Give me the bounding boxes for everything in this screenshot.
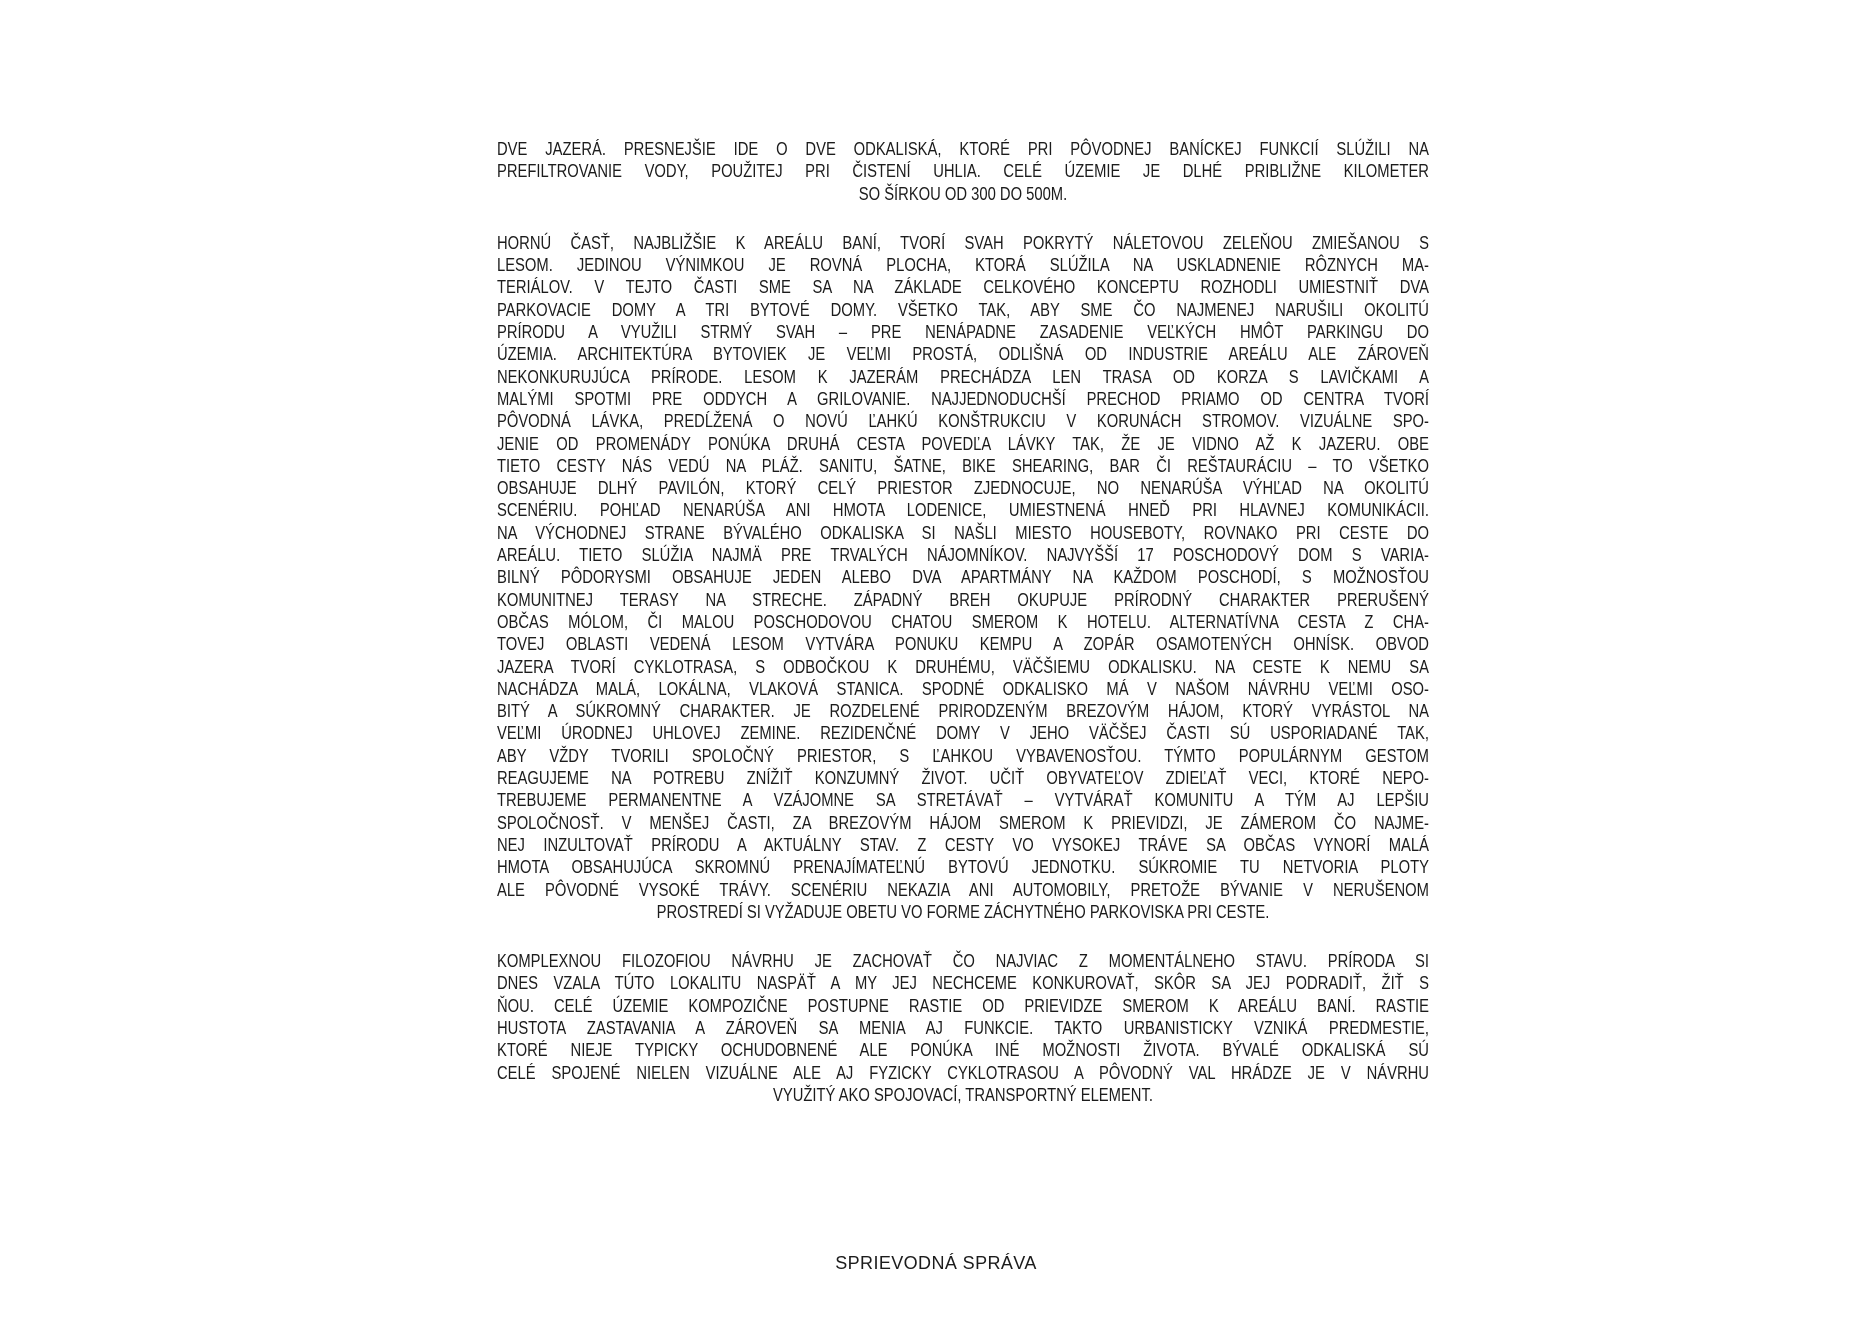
text-line: PRÍRODU A VYUŽILI STRMÝ SVAH – PRE NENÁPADNE ZASADENIE VEĽKÝCH HMÔT PARKINGU DO [497,322,1429,343]
report-body [497,138,1429,1106]
text-line: KOMPLEXNOU FILOZOFIOU NÁVRHU JE ZACHOVAŤ ČO NAJVIAC Z MOMENTÁLNEHO STAVU. PRÍRODA SI [497,951,1429,972]
text-line: ALE PÔVODNÉ VYSOKÉ TRÁVY. SCENÉRIU NEKAZIA ANI AUTOMOBILY, PRETOŽE BÝVANIE V NERUŠENOM [497,879,1429,900]
text-line: KOMUNITNEJ TERASY NA STRECHE. ZÁPADNÝ BREH OKUPUJE PRÍRODNÝ CHARAKTER PRERUŠENÝ [497,589,1429,610]
paragraph [497,138,1429,205]
text-line: REAGUJEME NA POTREBU ZNÍŽIŤ KONZUMNÝ ŽIVOT. UČIŤ OBYVATEĽOV ZDIEĽAŤ VECI, KTORÉ NEPO- [497,768,1429,789]
text-line: PÔVODNÁ LÁVKA, PREDĹŽENÁ O NOVÚ ĽAHKÚ KONŠTRUKCIU V KORUNÁCH STROMOV. VIZUÁLNE SPO- [497,411,1429,432]
text-line: SPOLOČNOSŤ. V MENŠEJ ČASTI, ZA BREZOVÝM HÁJOM SMEROM K PRIEVIDZI, JE ZÁMEROM ČO NAJME- [497,812,1429,833]
text-line: TIETO CESTY NÁS VEDÚ NA PLÁŽ. SANITU, ŠATNE, BIKE SHEARING, BAR ČI REŠTAURÁCIU – TO VŠETKO [497,455,1429,476]
text-line: TERIÁLOV. V TEJTO ČASTI SME SA NA ZÁKLADE CELKOVÉHO KONCEPTU ROZHODLI UMIESTNIŤ DVA [497,277,1429,298]
text-line: ŇOU. CELÉ ÚZEMIE KOMPOZIČNE POSTUPNE RASTIE OD PRIEVIDZE SMEROM K AREÁLU BANÍ. RASTIE [497,995,1429,1016]
text-line: AREÁLU. TIETO SLÚŽIA NAJMÄ PRE TRVALÝCH NÁJOMNÍKOV. NAJVYŠŠÍ 17 POSCHODOVÝ DOM S VARIA- [497,545,1429,566]
text-line: VEĽMI ÚRODNEJ UHLOVEJ ZEMINE. REZIDENČNÉ DOMY V JEHO VÄČŠEJ ČASTI SÚ USPORIADANÉ TAK, [497,723,1429,744]
text-line: OBČAS MÓLOM, ČI MALOU POSCHODOVOU CHATOU SMEROM K HOTELU. ALTERNATÍVNA CESTA Z CHA- [497,611,1429,632]
text-line: ÚZEMIA. ARCHITEKTÚRA BYTOVIEK JE VEĽMI PROSTÁ, ODLIŠNÁ OD INDUSTRIE AREÁLU ALE ZÁROVEŇ [497,344,1429,365]
text-line: ABY VŽDY TVORILI SPOLOČNÝ PRIESTOR, S ĽAHKOU VYBAVENOSŤOU. TÝMTO POPULÁRNYM GESTOM [497,745,1429,766]
text-line: NA VÝCHODNEJ STRANE BÝVALÉHO ODKALISKA SI NAŠLI MIESTO HOUSEBOTY, ROVNAKO PRI CESTE DO [497,522,1429,543]
page-footer [0,1252,1872,1274]
text-line: BITÝ A SÚKROMNÝ CHARAKTER. JE ROZDELENÉ PRIRODZENÝM BREZOVÝM HÁJOM, KTORÝ VYRÁSTOL NA [497,701,1429,722]
text-line: DVE JAZERÁ. PRESNEJŠIE IDE O DVE ODKALISKÁ, KTORÉ PRI PÔVODNEJ BANÍCKEJ FUNKCIÍ SLÚŽILI NA [497,139,1429,159]
paragraph [497,950,1429,1106]
text-line: BILNÝ PÔDORYSMI OBSAHUJE JEDEN ALEBO DVA APARTMÁNY NA KAŽDOM POSCHODÍ, S MOŽNOSŤOU [497,567,1429,588]
text-line: JAZERA TVORÍ CYKLOTRASA, S ODBOČKOU K DRUHÉMU, VÄČŠIEMU ODKALISKU. NA CESTE K NEMU SA [497,656,1429,677]
text-line: LESOM. JEDINOU VÝNIMKOU JE ROVNÁ PLOCHA, KTORÁ SLÚŽILA NA USKLADNENIE RÔZNYCH MA- [497,255,1429,276]
text-line: NACHÁDZA MALÁ, LOKÁLNA, VLAKOVÁ STANICA. SPODNÉ ODKALISKO MÁ V NAŠOM NÁVRHU VEĽMI OSO- [497,678,1429,699]
text-line: MALÝMI SPOTMI PRE ODDYCH A GRILOVANIE. NAJJEDNODUCHŠÍ PRECHOD PRIAMO OD CENTRA TVORÍ [497,388,1429,409]
text-line: PROSTREDÍ SI VYŽADUJE OBETU VO FORME ZÁCHYTNÉHO PARKOVISKA PRI CESTE. [656,901,1270,922]
text-line: KTORÉ NIEJE TYPICKY OCHUDOBNENÉ ALE PONÚKA INÉ MOŽNOSTI ŽIVOTA. BÝVALÉ ODKALISKÁ SÚ [497,1040,1429,1061]
text-line: DNES VZALA TÚTO LOKALITU NASPÄŤ A MY JEJ NECHCEME KONKUROVAŤ, SKÔR SA JEJ PODRADIŤ, ŽIŤ S [497,973,1429,994]
text-line: TOVEJ OBLASTI VEDENÁ LESOM VYTVÁRA PONUKU KEMPU A ZOPÁR OSAMOTENÝCH OHNÍSK. OBVOD [497,634,1429,655]
text-line: PARKOVACIE DOMY A TRI BYTOVÉ DOMY. VŠETKO TAK, ABY SME ČO NAJMENEJ NARUŠILI OKOLITÚ [497,299,1429,320]
text-line: NEKONKURUJÚCA PRÍRODE. LESOM K JAZERÁM PRECHÁDZA LEN TRASA OD KORZA S LAVIČKAMI A [497,366,1429,387]
footer-title: SPRIEVODNÁ SPRÁVA [835,1253,1037,1273]
text-line: VYUŽITÝ AKO SPOJOVACÍ, TRANSPORTNÝ ELEMENT. [773,1084,1153,1105]
text-line: PREFILTROVANIE VODY, POUŽITEJ PRI ČISTENÍ UHLIA. CELÉ ÚZEMIE JE DLHÉ PRIBLIŽNE KILOMETER [497,161,1429,182]
text-line: TREBUJEME PERMANENTNE A VZÁJOMNE SA STRETÁVAŤ – VYTVÁRAŤ KOMUNITU A TÝM AJ LEPŠIU [497,790,1429,811]
text-line: SO ŠÍRKOU OD 300 DO 500M. [858,183,1068,204]
text-line: OBSAHUJE DLHÝ PAVILÓN, KTORÝ CELÝ PRIESTOR ZJEDNOCUJE, NO NENARÚŠA VÝHĽAD NA OKOLITÚ [497,478,1429,499]
text-line: CELÉ SPOJENÉ NIELEN VIZUÁLNE ALE AJ FYZICKY CYKLOTRASOU A PÔVODNÝ VAL HRÁDZE JE V NÁVRHU [497,1062,1429,1083]
paragraph [497,232,1429,923]
text-line: SCENÉRIU. POHĽAD NENARÚŠA ANI HMOTA LODENICE, UMIESTNENÁ HNEĎ PRI HLAVNEJ KOMUNIKÁCII. [497,500,1429,521]
text-line: NEJ INZULTOVAŤ PRÍRODU A AKTUÁLNY STAV. Z CESTY VO VYSOKEJ TRÁVE SA OBČAS VYNORÍ MALÁ [497,834,1429,855]
text-line: HUSTOTA ZASTAVANIA A ZÁROVEŇ SA MENIA AJ FUNKCIE. TAKTO URBANISTICKY VZNIKÁ PREDMESTIE, [497,1017,1429,1038]
text-line: JENIE OD PROMENÁDY PONÚKA DRUHÁ CESTA POVEDĽA LÁVKY TAK, ŽE JE VIDNO AŽ K JAZERU. OBE [497,433,1429,454]
text-line: HMOTA OBSAHUJÚCA SKROMNÚ PRENAJÍMATEĽNÚ BYTOVÚ JEDNOTKU. SÚKROMIE TU NETVORIA PLOTY [497,857,1429,878]
text-line: HORNÚ ČASŤ, NAJBLIŽŠIE K AREÁLU BANÍ, TVORÍ SVAH POKRYTÝ NÁLETOVOU ZELEŇOU ZMIEŠANOU S [497,232,1429,253]
